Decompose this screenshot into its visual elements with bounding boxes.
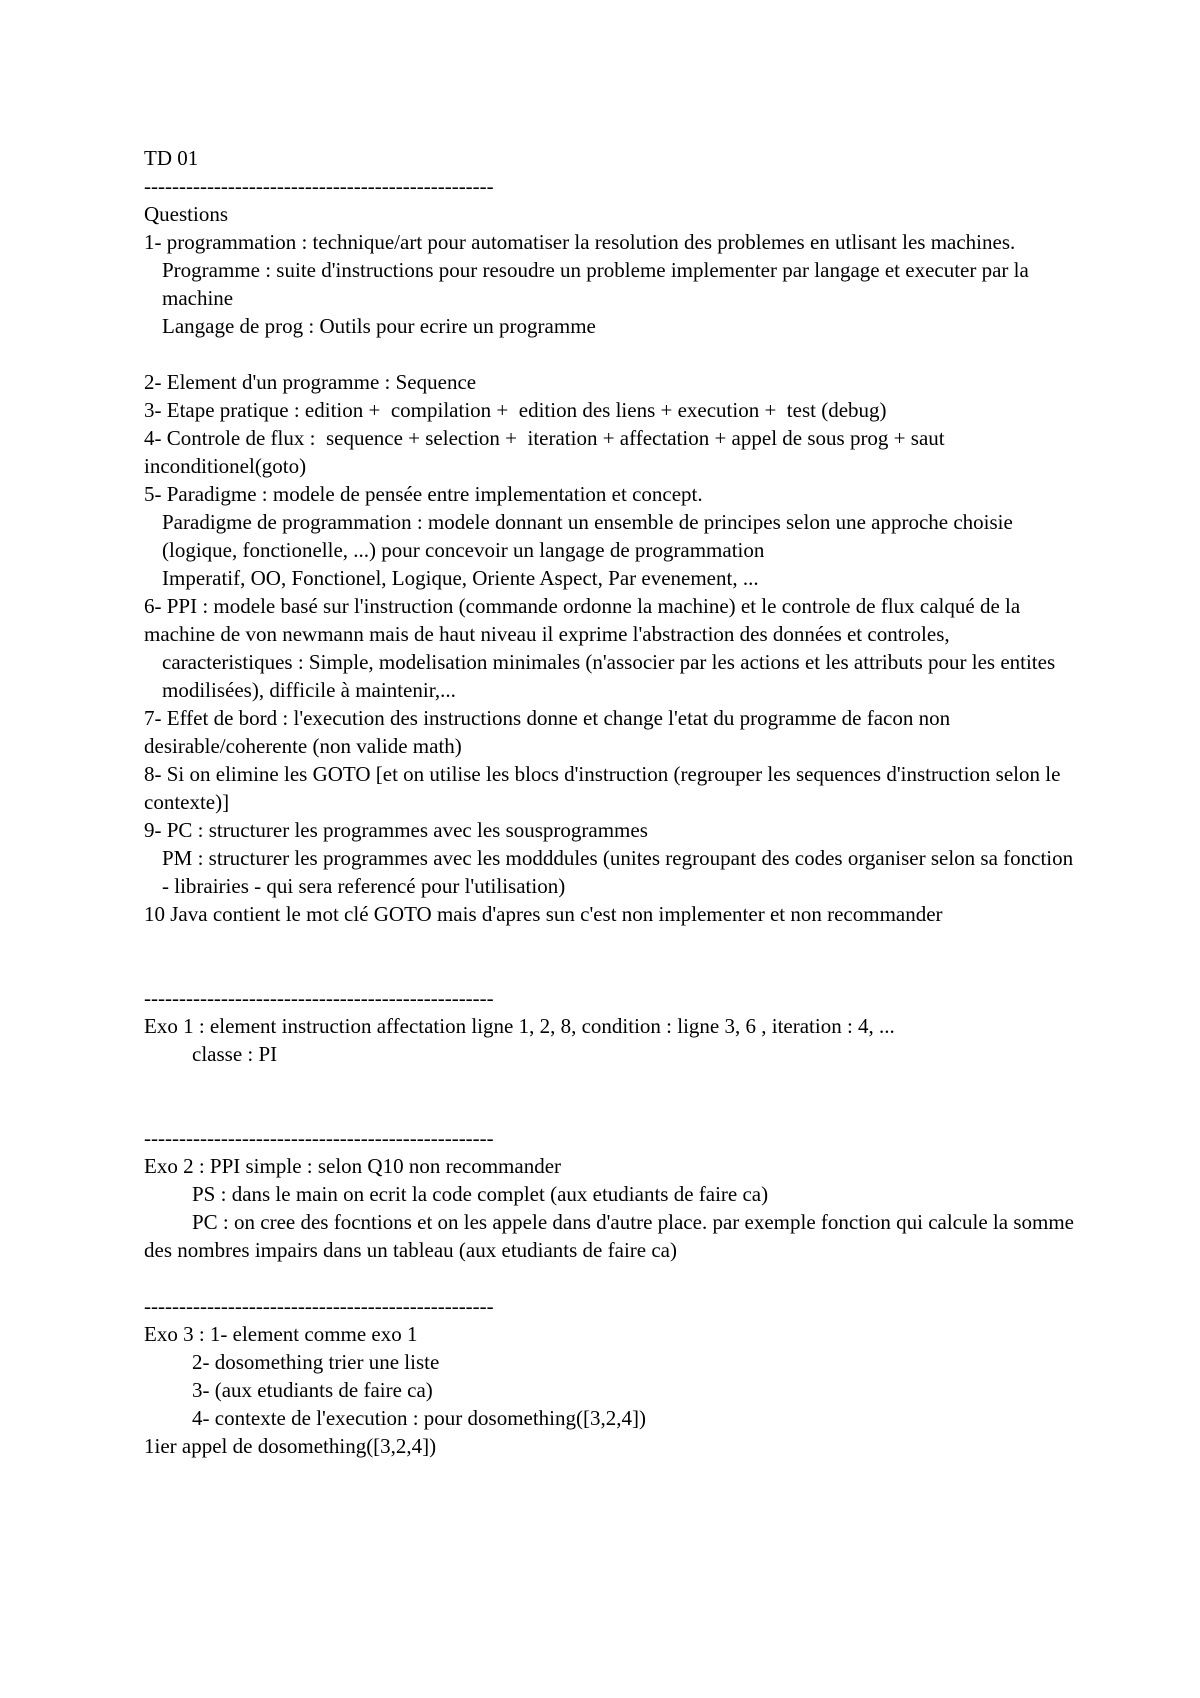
exo-3-line-5: 1ier appel de dosomething([3,2,4]) (144, 1434, 437, 1458)
question-6: 6- PPI : modele basé sur l'instruction (commande ordonne la machine) et le controle de flux calqué de la machine de von newmann mais de haut niveau il exprime l'abstraction des données et controles, (144, 594, 1026, 646)
question-5-list: Imperatif, OO, Fonctionel, Logique, Oriente Aspect, Par evenement, ... (162, 566, 759, 590)
blank-line (144, 1264, 1074, 1292)
exo-3-line-3: 3- (aux etudiants de faire ca) (192, 1378, 433, 1402)
question-2: 2- Element d'un programme : Sequence (144, 370, 477, 394)
question-6-caracteristiques: caracteristiques : Simple, modelisation minimales (n'associer par les actions et les attributs pour les entites modilisées), difficile à maintenir,... (162, 650, 1061, 702)
question-10: 10 Java contient le mot clé GOTO mais d'apres sun c'est non implementer et non recommander (144, 902, 943, 926)
exo-2-line-3-text: PC : on cree des focntions et on les appele dans d'autre place. par exemple fonction qui calcule la somme des nombres impairs dans un tableau (aux etudiants de faire ca) (144, 1210, 1080, 1262)
exo-2-line-1: Exo 2 : PPI simple : selon Q10 non recommander (144, 1154, 562, 1178)
question-5: 5- Paradigme : modele de pensée entre implementation et concept. (144, 482, 703, 506)
separator: -------------------------------------------------- (144, 1126, 494, 1150)
question-8: 8- Si on elimine les GOTO [et on utilise les blocs d'instruction (regrouper les sequences d'instruction selon le contexte)] (144, 762, 1066, 814)
question-9: 9- PC : structurer les programmes avec les sousprogrammes (144, 818, 648, 842)
blank-line (144, 340, 1074, 368)
questions-heading: Questions (144, 202, 228, 226)
exo-2-line-2: PS : dans le main on ecrit la code complet (aux etudiants de faire ca) (192, 1182, 769, 1206)
separator: -------------------------------------------------- (144, 174, 494, 198)
document-page (144, 144, 1080, 1460)
question-9-pm: PM : structurer les programmes avec les modddules (unites regroupant des codes organiser selon sa fonction - librairies - qui sera referencé pour l'utilisation) (162, 846, 1079, 898)
blank-line (144, 928, 1074, 956)
blank-line (144, 956, 1074, 984)
question-5-paradigme: Paradigme de programmation : modele donnant un ensemble de principes selon une approche choisie (logique, fonctionelle, ...) pour concevoir un langage de programmation (162, 510, 1019, 562)
separator: -------------------------------------------------- (144, 1294, 494, 1318)
exo-1-line-2: classe : PI (192, 1042, 278, 1066)
question-7: 7- Effet de bord : l'execution des instructions donne et change l'etat du programme de facon non desirable/coherente (non valide math) (144, 706, 956, 758)
exo-3-line-4: 4- contexte de l'execution : pour dosomething([3,2,4]) (192, 1406, 646, 1430)
exo-2-line-3 (144, 1208, 1080, 1264)
question-3: 3- Etape pratique : edition + compilation + edition des liens + execution + test (debug) (144, 398, 887, 422)
question-1-programme: Programme : suite d'instructions pour resoudre un probleme implementer par langage et executer par la machine (162, 258, 1035, 310)
exo-1-line-1: Exo 1 : element instruction affectation ligne 1, 2, 8, condition : ligne 3, 6 , iteration : 4, ... (144, 1014, 895, 1038)
document-title: TD 01 (144, 146, 199, 170)
separator: -------------------------------------------------- (144, 986, 494, 1010)
question-1: 1- programmation : technique/art pour automatiser la resolution des problemes en utlisant les machines. (144, 230, 1016, 254)
exo-3-line-1: Exo 3 : 1- element comme exo 1 (144, 1322, 418, 1346)
exo-3-line-2: 2- dosomething trier une liste (192, 1350, 440, 1374)
blank-line (144, 1068, 1074, 1096)
question-1-langage: Langage de prog : Outils pour ecrire un programme (162, 314, 596, 338)
blank-line (144, 1096, 1074, 1124)
question-4: 4- Controle de flux : sequence + selection + iteration + affectation + appel de sous prog + saut inconditionel(goto) (144, 426, 950, 478)
